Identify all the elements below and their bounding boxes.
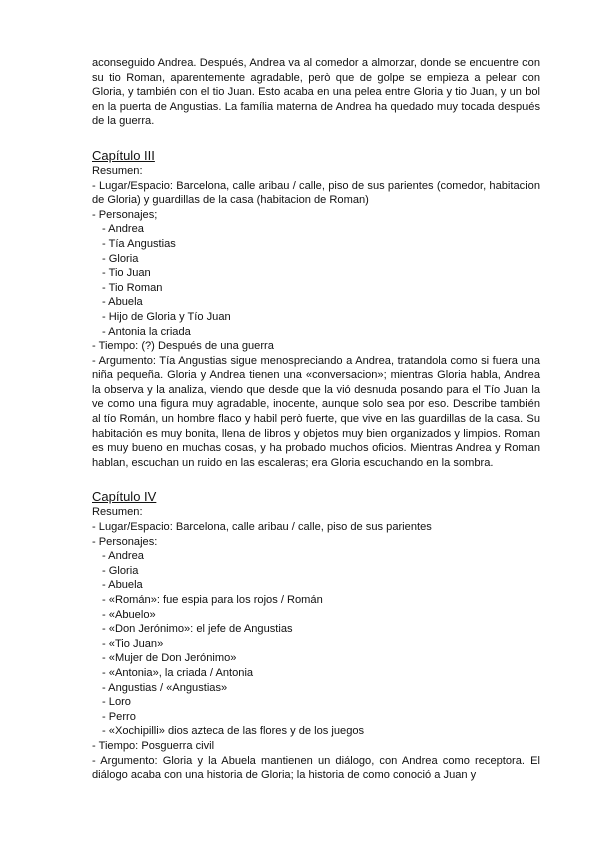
- chapter-4-tiempo: - Tiempo: Posguerra civil: [92, 739, 215, 752]
- character-list-item: - «Abuelo»: [102, 608, 156, 621]
- character-list-item: - Loro: [102, 696, 131, 709]
- document-page: [92, 56, 540, 783]
- chapter-4-lugar: - Lugar/Espacio: Barcelona, calle aribau / calle, piso de sus parientes: [92, 521, 432, 534]
- character-list-item: - «Don Jerónimo»: el jefe de Angustias: [102, 623, 293, 636]
- character-list-item: - Gloria: [102, 564, 139, 577]
- character-list-item: - Tio Juan: [102, 267, 151, 280]
- character-list-item: - «Xochipilli» dios azteca de las flores y de los juegos: [102, 725, 365, 738]
- chapter-3-section: [92, 147, 540, 470]
- character-list-item: - «Román»: fue espia para los rojos / Román: [102, 594, 323, 606]
- chapter-3-title: Capítulo III: [92, 147, 155, 163]
- character-list-item: - Antonia la criada: [102, 325, 191, 338]
- character-list-item: - Andrea: [102, 223, 144, 236]
- character-list-item: - Tía Angustias: [102, 237, 176, 250]
- character-list-item: - Tio Roman: [102, 281, 163, 294]
- character-list-item: - «Tio Juan»: [102, 637, 164, 650]
- chapter-4-title: Capítulo IV: [92, 489, 157, 505]
- chapter-4-personajes-label: - Personajes:: [92, 535, 158, 548]
- character-list-item: - Abuela: [102, 579, 143, 592]
- intro-paragraph: aconseguido Andrea. Después, Andrea va al comedor a almorzar, donde se encuentre con su tio Roman, aparentemente agradable, però que de golpe se empieza a pelear con Gloria, y también con el tio Juan. Esto acaba en una pelea entre Gloria y tio Juan, y un bol en la puerta de Angustias. La família materna de Andrea ha quedado muy tocada después de la guerra.: [92, 57, 540, 128]
- character-list-item: - Hijo de Gloria y Tío Juan: [102, 310, 231, 323]
- character-list-item: - Perro: [102, 710, 136, 723]
- chapter-4-argumento: - Argumento: Gloria y la Abuela mantienen un diálogo, con Andrea como receptora. El diálogo acaba con una historia de Gloria; la historia de como conoció a Juan y: [92, 754, 540, 782]
- character-list-item: - «Mujer de Don Jerónimo»: [102, 652, 237, 665]
- character-list-item: - Andrea: [102, 550, 144, 563]
- chapter-3-lugar: - Lugar/Espacio: Barcelona, calle aribau / calle, piso de sus parientes (comedor, habitacion de Gloria) y guardillas de la casa (habitacion de Roman): [92, 179, 540, 207]
- chapter-3-personajes-label: - Personajes;: [92, 208, 158, 221]
- chapter-3-resumen: Resumen:: [92, 164, 143, 177]
- chapter-3-tiempo: - Tiempo: (?) Después de una guerra: [92, 340, 274, 353]
- character-list-item: - Gloria: [102, 252, 139, 265]
- chapter-4-section: [92, 488, 540, 782]
- chapter-3-argumento: - Argumento: Tía Angustias sigue menospreciando a Andrea, tratandola como si fuera una niña pequeña. Gloria y Andrea tienen una «conversacion»; mientras Gloria habla, Andrea la observa y la analiza, viendo que desde que la vió desnuda posando para el Tío Juan la ve como una figura muy agradable, inocente, aunque solo sea por eso. Describe también al tío Román, un hombre flaco y habil però fuerte, que vive en las guardillas de la casa. Su habitación es muy bonita, llena de libros y objetos muy bien organizados y limpios. Roman es muy bueno en muchas cosas, y ha probado muchos oficios. Mientras Andrea y Roman hablan, escuchan un ruido en las escaleras; era Gloria escuchando en la sombra.: [92, 354, 540, 469]
- chapter-4-resumen: Resumen:: [92, 506, 143, 519]
- character-list-item: - «Antonia», la criada / Antonia: [102, 666, 254, 679]
- character-list-item: - Angustias / «Angustias»: [102, 681, 228, 694]
- character-list-item: - Abuela: [102, 296, 143, 309]
